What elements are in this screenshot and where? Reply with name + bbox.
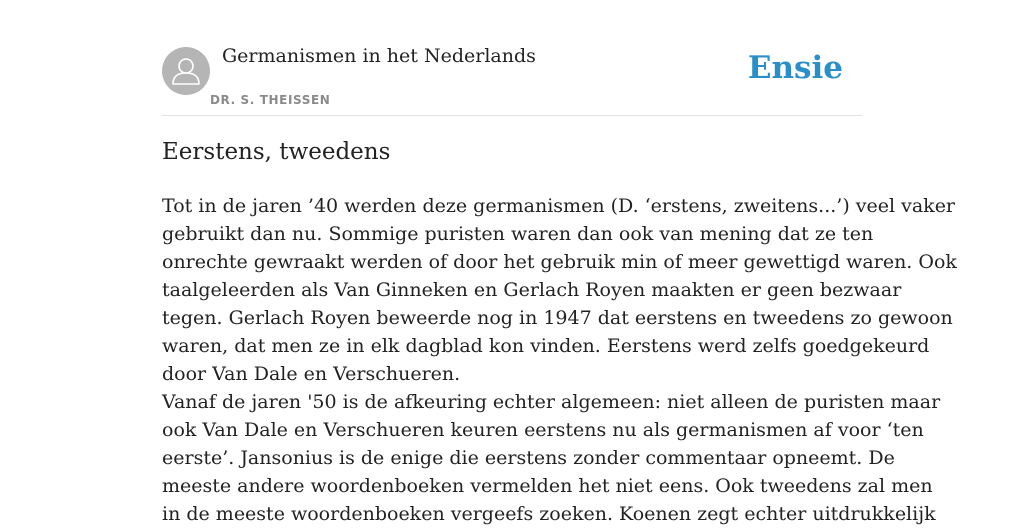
paragraph-2 [162, 388, 941, 528]
text-line: meeste andere woordenboeken vermelden het niet eens. Ook tweedens zal men [162, 475, 933, 497]
text-line: in de meeste woordenboeken vergeefs zoeken. Koenen zegt echter uitdrukkelijk [162, 503, 936, 525]
user-silhouette-icon [162, 47, 210, 95]
ensie-logo[interactable]: Ensie [747, 50, 843, 86]
text-line: ook Van Dale en Verschueren keuren eerstens nu als germanismen af voor ‘ten [162, 419, 924, 441]
author-name[interactable]: DR. S. THEISSEN [210, 93, 331, 107]
text-line: gebruikt dan nu. Sommige puristen waren dan ook van mening dat ze ten [162, 223, 874, 245]
author-avatar[interactable] [162, 47, 210, 95]
text-line: tegen. Gerlach Royen beweerde nog in 1947 dat eerstens en tweedens zo gewoon [162, 307, 953, 329]
book-title[interactable]: Germanismen in het Nederlands [222, 45, 536, 67]
text-line: taalgeleerden als Van Ginneken en Gerlach Royen maakten er geen bezwaar [162, 279, 902, 301]
article-body [162, 192, 957, 528]
text-line: onrechte gewraakt werden of door het gebruik min of meer gewettigd waren. Ook [162, 251, 957, 273]
article-heading: Eerstens, tweedens [162, 139, 391, 165]
header-divider [162, 115, 862, 116]
text-line: Tot in de jaren ’40 werden deze germanismen (D. ‘erstens, zweitens...’) veel vaker [162, 195, 956, 217]
text-line: door Van Dale en Verschueren. [162, 363, 461, 385]
text-line: Vanaf de jaren '50 is de afkeuring echter algemeen: niet alleen de puristen maar [162, 391, 941, 413]
paragraph-1 [162, 192, 957, 388]
text-line: eerste’. Jansonius is de enige die eerstens zonder commentaar opneemt. De [162, 447, 895, 469]
text-line: waren, dat men ze in elk dagblad kon vinden. Eerstens werd zelfs goedgekeurd [162, 335, 930, 357]
